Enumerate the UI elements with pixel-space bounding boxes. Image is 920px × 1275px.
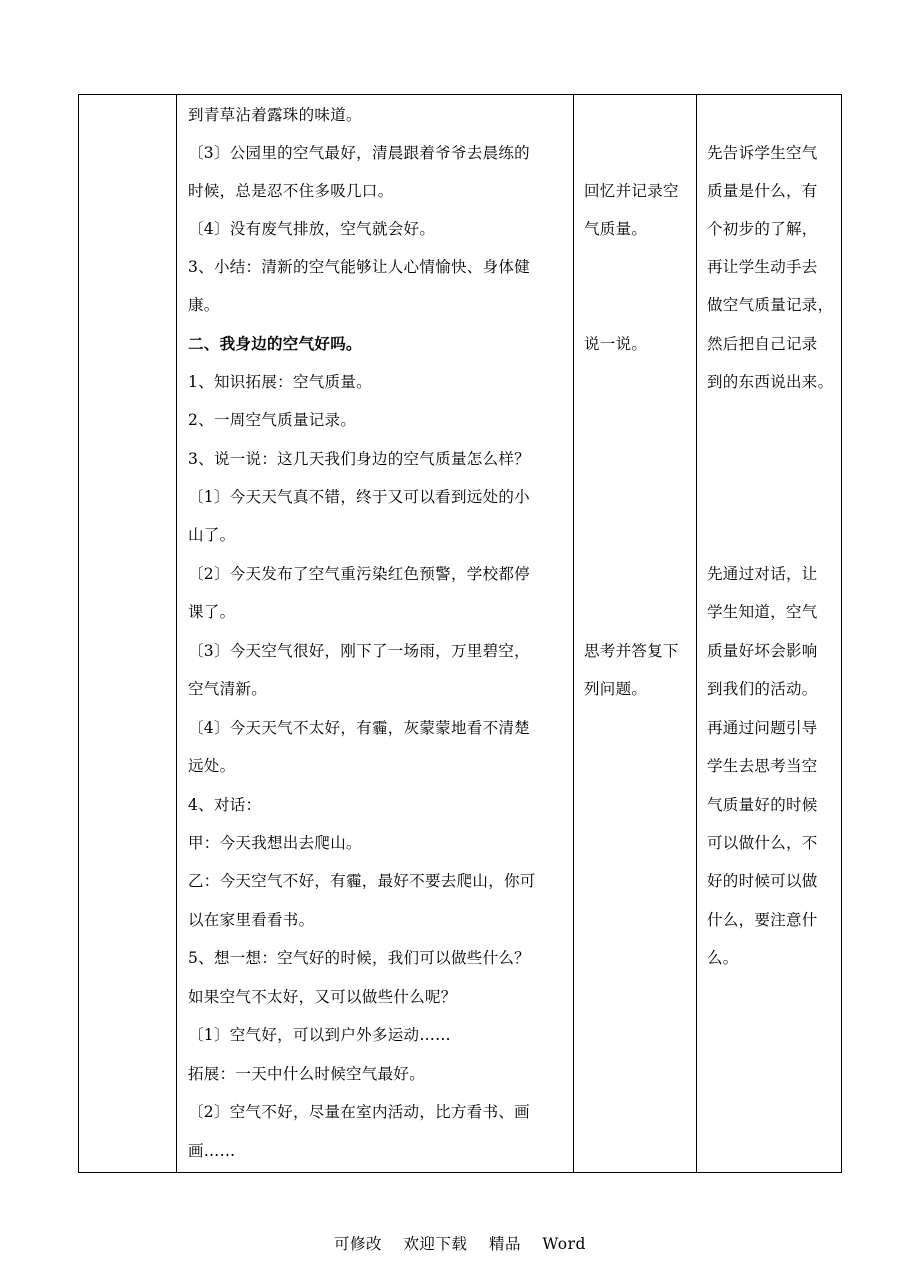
column-divider <box>696 95 697 1172</box>
text-line: 么。 <box>707 949 739 967</box>
text-line: 质量是什么，有 <box>707 182 818 200</box>
text-line: 〔3〕今天空气很好，刚下了一场雨，万里碧空， <box>188 642 530 660</box>
text-line: 画…… <box>188 1142 236 1160</box>
text-line: 气质量。 <box>584 220 648 238</box>
text-line: 做空气质量记录， <box>707 296 834 314</box>
text-line: 到的东西说出来。 <box>707 373 834 391</box>
text-line: 时候，总是忍不住多吸几口。 <box>188 182 394 200</box>
text-line: 〔1〕空气好，可以到户外多运动…… <box>188 1026 451 1044</box>
text-line: 先通过对话，让 <box>707 565 818 583</box>
text-line: 3、小结：清新的空气能够让人心情愉快、身体健 <box>188 258 530 276</box>
text-line: 再让学生动手去 <box>707 258 818 276</box>
text-line: 然后把自己记录 <box>707 335 818 353</box>
text-line: 好的时候可以做 <box>707 872 818 890</box>
text-line: 质量好坏会影响 <box>707 642 818 660</box>
text-line: 思考并答复下 <box>584 642 679 660</box>
text-line: 回忆并记录空 <box>584 182 679 200</box>
text-line: 〔4〕没有废气排放，空气就会好。 <box>188 220 436 238</box>
text-line: 甲：今天我想出去爬山。 <box>188 834 362 852</box>
footer-download: 欢迎下载 <box>403 1235 468 1253</box>
text-line: 个初步的了解， <box>707 220 818 238</box>
text-line: 以在家里看看书。 <box>188 911 315 929</box>
text-line: 山了。 <box>188 526 236 544</box>
text-line: 〔4〕今天天气不太好，有霾，灰蒙蒙地看不清楚 <box>188 719 530 737</box>
footer-quality: 精品 <box>488 1235 521 1253</box>
text-line: 〔2〕今天发布了空气重污染红色预警，学校都停 <box>188 565 530 583</box>
text-line: 课了。 <box>188 603 236 621</box>
text-line: 什么，要注意什 <box>707 911 818 929</box>
text-line: 5、想一想：空气好的时候，我们可以做些什么？ <box>188 949 530 967</box>
footer-editable: 可修改 <box>334 1235 383 1253</box>
text-line: 到青草沾着露珠的味道。 <box>188 106 362 124</box>
text-line: 拓展：一天中什么时候空气最好。 <box>188 1065 426 1083</box>
text-line: 乙：今天空气不好，有霾，最好不要去爬山，你可 <box>188 872 536 890</box>
text-line: 〔1〕今天天气真不错，终于又可以看到远处的小 <box>188 488 530 506</box>
column-divider <box>176 95 177 1172</box>
text-line: 空气清新。 <box>188 680 268 698</box>
text-line: 气质量好的时候 <box>707 796 818 814</box>
text-line: 4、对话： <box>188 796 262 814</box>
text-line: 3、说一说：这几天我们身边的空气质量怎么样？ <box>188 450 530 468</box>
text-line: 〔2〕空气不好，尽量在室内活动，比方看书、画 <box>188 1103 530 1121</box>
text-line: 说一说。 <box>584 335 648 353</box>
text-line: 到我们的活动。 <box>707 680 818 698</box>
text-line: 可以做什么，不 <box>707 834 818 852</box>
text-line: 学生去思考当空 <box>707 757 818 775</box>
lesson-table <box>78 94 842 1173</box>
text-line: 学生知道，空气 <box>707 603 818 621</box>
text-line: 1、知识拓展：空气质量。 <box>188 373 372 391</box>
text-line: 再通过问题引导 <box>707 719 818 737</box>
text-line: 2、一周空气质量记录。 <box>188 411 357 429</box>
text-line: 康。 <box>188 296 220 314</box>
text-line: 远处。 <box>188 757 236 775</box>
section-heading: 二、我身边的空气好吗。 <box>188 334 362 353</box>
text-line: 〔3〕公园里的空气最好，清晨跟着爷爷去晨练的 <box>188 144 530 162</box>
page-footer <box>0 1232 920 1254</box>
text-line: 先告诉学生空气 <box>707 144 818 162</box>
column-divider <box>573 95 574 1172</box>
text-line: 如果空气不太好，又可以做些什么呢？ <box>188 988 457 1006</box>
text-line: 列问题。 <box>584 680 648 698</box>
footer-format: Word <box>542 1235 586 1253</box>
